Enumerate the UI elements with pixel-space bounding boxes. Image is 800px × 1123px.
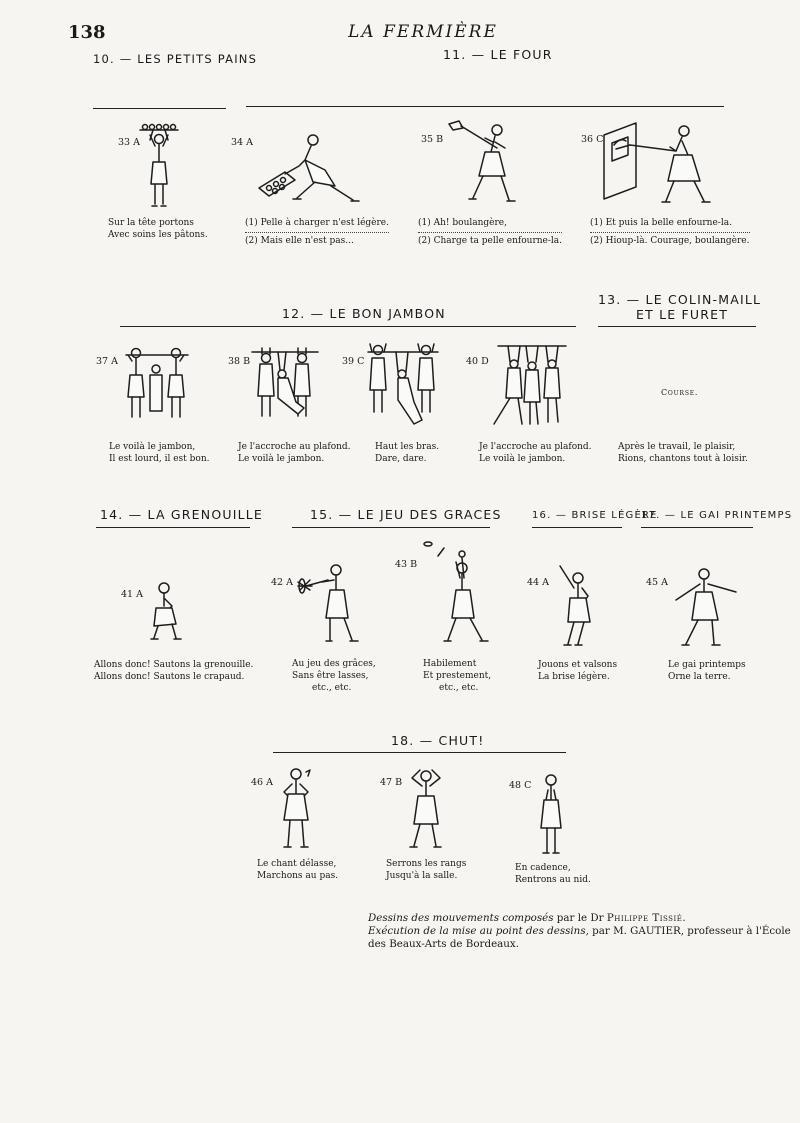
figure-46-marching [274,762,322,856]
section-rule-14 [96,527,250,528]
figure-47-hands-on-head [402,762,452,856]
caption-46: Le chant délasse, Marchons au pas. [257,859,339,881]
figure-label-45: 45 A [646,577,668,588]
section-title-13-line1: 13. — LE COLIN-MAILL [598,292,762,307]
figure-label-33: 33 A [118,137,140,148]
figure-34-woman-with-peel [255,130,365,210]
figure-45-gay-spring [670,560,742,652]
caption-33: Sur la tête portons Avec soins les pâtons. [108,218,208,240]
figure-43-catching-hoop [418,538,494,650]
figure-label-48: 48 C [509,780,532,791]
section-title-17: 17. — LE GAI PRINTEMPS [641,510,793,521]
figure-label-37: 37 A [96,356,118,367]
figure-label-40: 40 D [466,356,489,367]
credits-line-2: Exécution de la mise au point des dessins, par M. GAUTIER, professeur à l'École [368,925,791,937]
caption-35: (1) Ah! boulangère, (2) Charge ta pelle enfourne-la. [418,218,563,246]
caption-34: (1) Pelle à charger n'est légère. (2) Mais elle n'est pas... [245,218,389,246]
caption-13: Après le travail, le plaisir, Rions, chantons tout à loisir. [618,442,748,464]
section-rule-17 [641,527,753,528]
section-title-11: 11. — LE FOUR [443,47,553,62]
figure-38-hanging-the-ham [248,344,328,426]
figure-label-35: 35 B [421,134,444,145]
caption-39: Haut les bras. Dare, dare. [375,442,440,464]
figure-44-light-breeze [554,556,600,652]
section-rule-12 [120,326,576,327]
course-label: Course. [661,388,699,397]
figure-label-46: 46 A [251,777,273,788]
credits-line-3: des Beaux-Arts de Bordeaux. [368,938,520,950]
figure-40-three-women-hanging [490,340,572,430]
section-title-12: 12. — LE BON JAMBON [282,306,446,321]
caption-45: Le gai printemps Orne la terre. [668,660,746,682]
caption-42: Au jeu des grâces, Sans être lasses, etc., etc. [292,659,376,693]
section-title-10: 10. — LES PETITS PAINS [93,52,258,66]
figure-41-frog-squat [146,580,186,642]
caption-43: Habilement Et prestement, etc., etc. [423,659,492,693]
figure-label-39: 39 C [342,356,365,367]
figure-35-woman-charging-peel [445,118,525,213]
section-rule-15 [292,527,490,528]
credits [368,912,791,951]
section-rule-13 [598,326,756,327]
section-rule-11 [246,106,724,107]
section-title-16: 16. — BRISE LÉGÈRE [532,510,658,521]
credits-line-1: Dessins des mouvements composés par le Dr Philippe Tissié. [368,912,687,924]
section-rule-16 [532,527,622,528]
figure-label-47: 47 B [380,777,403,788]
caption-38: Je l'accroche au plafond. Le voilà le jambon. [238,442,351,464]
caption-47: Serrons les rangs Jusqu'à la salle. [386,859,467,881]
figure-label-36: 36 C [581,134,604,145]
section-rule-10 [93,108,226,109]
figure-33-woman-carrying-tray [135,122,185,212]
section-title-14: 14. — LA GRENOUILLE [100,507,264,522]
caption-41: Allons donc! Sautons la grenouille. Allons donc! Sautons le crapaud. [94,660,254,682]
caption-37: Le voilà le jambon, Il est lourd, il est bon. [109,442,210,464]
figure-label-38: 38 B [228,356,251,367]
figure-label-34: 34 A [231,137,253,148]
figure-label-41: 41 A [121,589,143,600]
figure-39-arms-up [364,340,444,430]
figure-42-game-of-graces [292,560,372,648]
caption-36: (1) Et puis la belle enfourne-la. (2) Hioup-là. Courage, boulangère. [590,218,750,246]
figure-label-42: 42 A [271,577,293,588]
caption-40: Je l'accroche au plafond. Le voilà le jambon. [479,442,592,464]
section-rule-18 [273,752,566,753]
caption-48: En cadence, Rentrons au nid. [515,863,591,885]
running-head: LA FERMIÈRE [348,22,498,42]
figure-label-44: 44 A [527,577,549,588]
figure-label-43: 43 B [395,559,418,570]
figure-36-woman-at-oven [600,115,720,215]
caption-44: Jouons et valsons La brise légère. [538,660,618,682]
section-title-18: 18. — CHUT! [391,733,485,748]
section-title-15: 15. — LE JEU DES GRACES [310,507,502,522]
section-title-13-line2: ET LE FURET [636,307,729,322]
figure-48-standing [533,768,569,860]
figure-37-two-women-carrying-ham [122,345,194,425]
page-number: 138 [68,22,106,43]
